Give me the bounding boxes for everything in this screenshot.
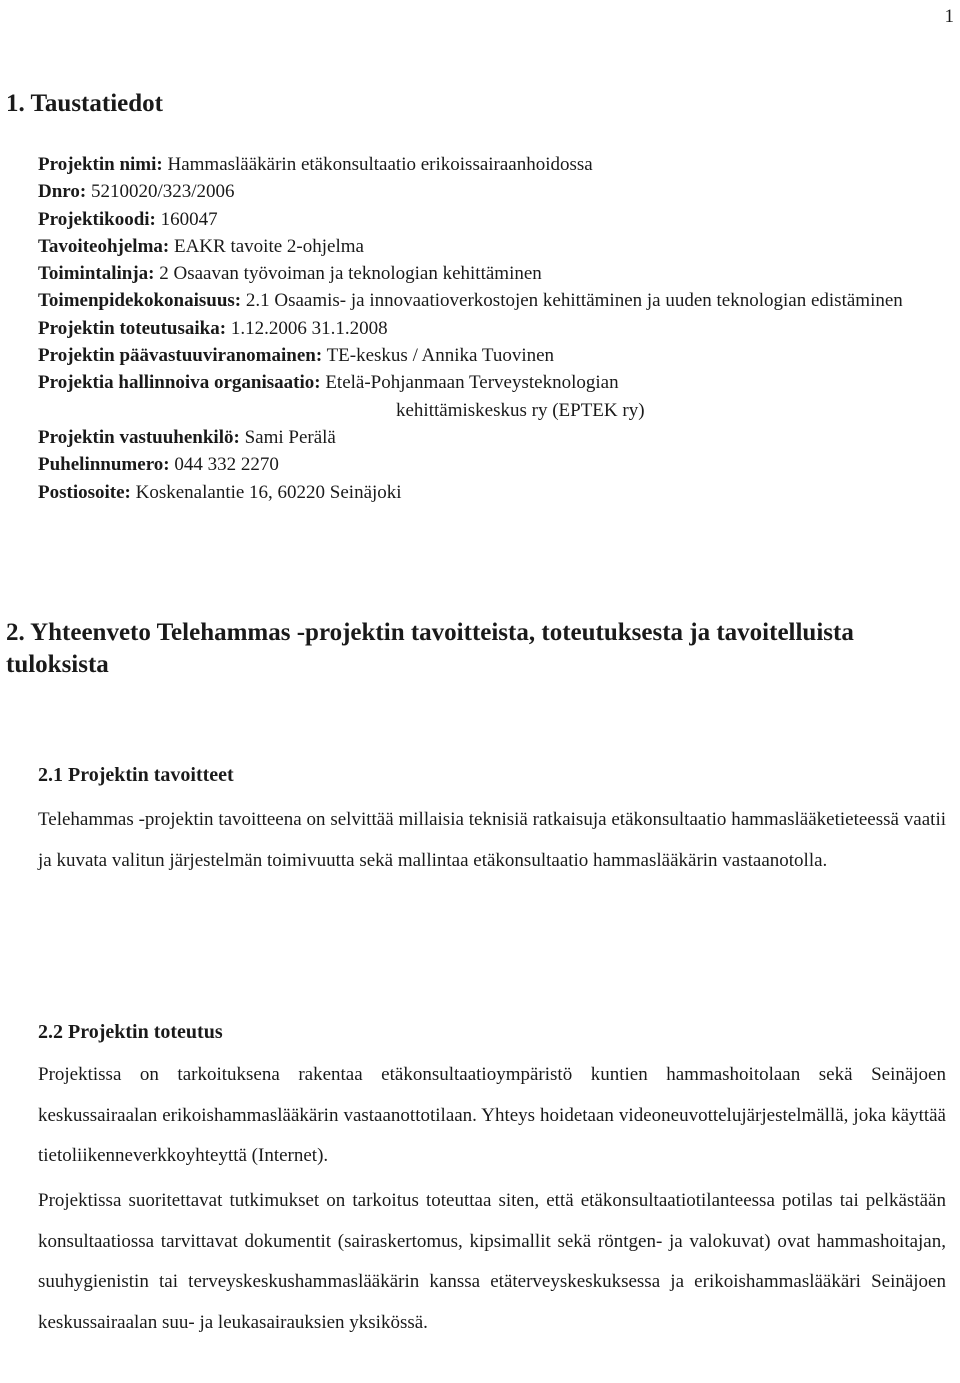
info-label: Projektikoodi: — [38, 208, 156, 230]
info-row-postal-address — [38, 479, 954, 506]
info-value: 5210020/323/2006 — [86, 181, 235, 203]
info-label: Dnro: — [38, 181, 87, 203]
info-value: 2 Osaavan työvoiman ja teknologian kehittäminen — [154, 263, 542, 285]
info-label: Projektin vastuuhenkilö: — [38, 426, 240, 448]
info-label: Projektia hallinnoiva organisaatio: — [38, 372, 321, 394]
info-value: 2.1 Osaamis- ja innovaatioverkostojen kehittäminen ja uuden teknologian edistäminen — [241, 290, 903, 312]
info-value: 160047 — [155, 208, 218, 230]
section-2-title: 2. Yhteenveto Telehammas -projektin tavoitteista, toteutuksesta ja tavoitelluista tuloksista — [6, 619, 854, 678]
goals-heading: 2.1 Projektin tavoitteet — [38, 764, 234, 786]
info-value: Koskenalantie 16, 60220 Seinäjoki — [130, 481, 402, 503]
info-value: 1.12.2006 31.1.2008 — [226, 317, 388, 339]
info-value: TE-keskus / Annika Tuovinen — [322, 345, 555, 367]
info-row-administering-org — [38, 369, 954, 396]
info-row-phone — [38, 451, 954, 478]
implementation-paragraph-2: Projektissa suoritettavat tutkimukset on tarkoitus toteuttaa siten, että etäkonsultaatiotilanteessa potilas tai pelkästään konsultaatiossa tarvittavat dokumentit (sairaskertomus, kipsimallit sekä röntgen- ja valokuvat) ovat hammashoitajan, suuhygienistin tai terveyskeskushammaslääkärin kanssa etäterveyskeskuksessa ja erikoishammaslääkäri Seinäjoen keskussairaalan suu- ja leukasairauksien yksikössä. — [38, 1190, 946, 1333]
info-label: Projektin nimi: — [38, 154, 163, 175]
info-row-measure-package — [38, 287, 954, 314]
info-row-responsible-authority — [38, 342, 954, 369]
info-label: Toimenpidekokonaisuus: — [38, 290, 242, 312]
info-label: Projektin päävastuuviranomainen: — [38, 345, 323, 367]
page-number: 1 — [944, 6, 954, 27]
info-label: Puhelinnumero: — [38, 454, 170, 476]
info-row-target-program — [38, 233, 954, 260]
project-info-block — [38, 151, 954, 506]
section-1-title: 1. Taustatiedot — [6, 90, 163, 117]
info-value: Etelä-Pohjanmaan Terveysteknologian — [320, 372, 619, 394]
info-row-action-line — [38, 260, 954, 287]
info-row-project-code — [38, 206, 954, 233]
info-value: Sami Perälä — [239, 426, 336, 448]
info-label: Postiosoite: — [38, 481, 131, 503]
info-value: Hammaslääkärin etäkonsultaatio erikoissairaanhoidossa — [162, 154, 593, 175]
info-row-administering-org-cont — [38, 397, 954, 424]
info-row-project-name — [38, 151, 954, 178]
info-label: Toimintalinja: — [38, 263, 155, 285]
info-row-contact-person — [38, 424, 954, 451]
implementation-heading: 2.2 Projektin toteutus — [38, 1021, 223, 1043]
info-value: kehittämiskeskus ry (EPTEK ry) — [396, 399, 645, 421]
info-row-dnro — [38, 178, 954, 205]
info-label: Projektin toteutusaika: — [38, 317, 227, 339]
info-label: Tavoiteohjelma: — [38, 235, 170, 257]
info-row-implementation-period — [38, 315, 954, 342]
info-value: EAKR tavoite 2-ohjelma — [169, 235, 364, 257]
info-value: 044 332 2270 — [169, 454, 279, 476]
implementation-paragraph-1: Projektissa on tarkoituksena rakentaa etäkonsultaatioympäristö kuntien hammashoitolaan sekä Seinäjoen keskussairaalan erikoishammaslääkärin vastaanottotilaan. Yhteys hoidetaan videoneuvottelujärjestelmällä, joka käyttää tietoliikenneverkkoyhteyttä (Internet). — [38, 1064, 946, 1166]
goals-paragraph: Telehammas -projektin tavoitteena on selvittää millaisia teknisiä ratkaisuja etäkonsultaatio hammaslääketieteessä vaatii ja kuvata valitun järjestelmän toimivuutta sekä mallintaa etäkonsultaatio hammaslääkärin vastaanotolla. — [38, 809, 946, 871]
